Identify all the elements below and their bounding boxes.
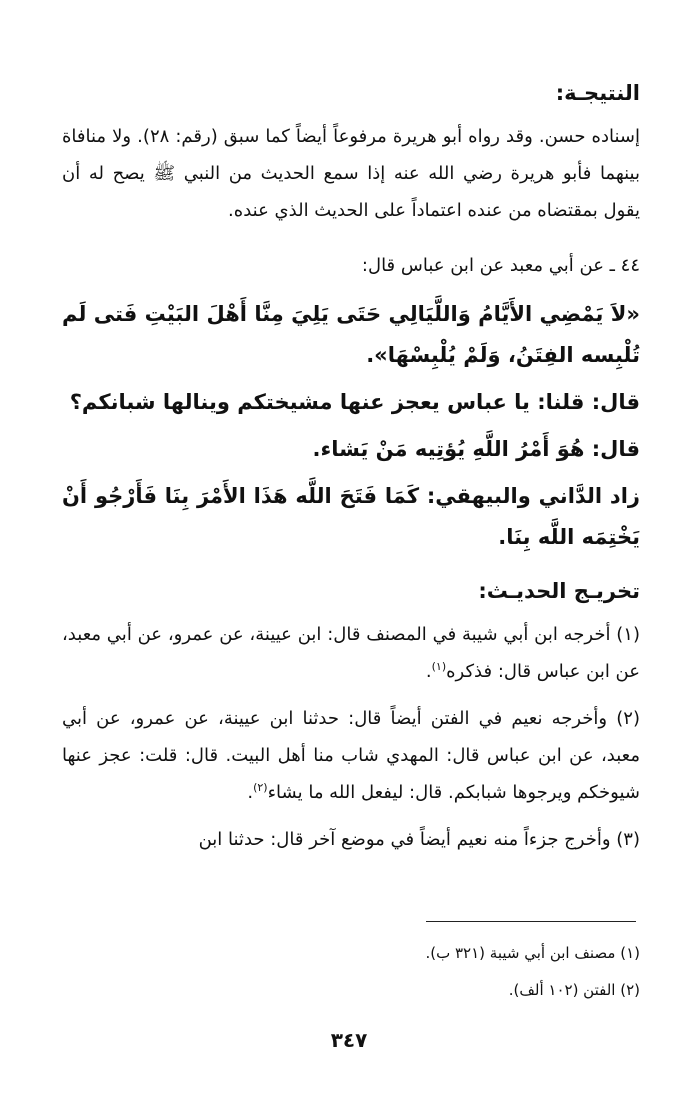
hadith-44-answer: قال: هُوَ أَمْرُ اللَّهِ يُؤتِيه مَنْ يَشاء.	[312, 437, 640, 461]
takhrij-p1-text: (١) أخرجه ابن أبي شيبة في المصنف قال: ابن عيينة، عن عمرو، عن أبي معبد، عن ابن عباس قال: فذكره	[62, 624, 640, 682]
takhrij-paragraph-1: (١) أخرجه ابن أبي شيبة في المصنف قال: ابن عيينة، عن عمرو، عن أبي معبد، عن ابن عباس قال: فذكره$^{(١)}$.	[62, 624, 640, 682]
footnotes	[62, 935, 640, 1009]
result-text: إسناده حسن. وقد رواه أبو هريرة مرفوعاً أيضاً كما سبق (رقم: ٢٨). ولا منافاة بينهما فأبو هريرة رضي الله عنه إذا سمع الحديث من النبي ﷺ يصح له أن يقول بمقتضاه من عنده اعتماداً على الحديث الذي عنده.	[62, 126, 640, 221]
takhrij-paragraph-2: (٢) وأخرجه نعيم في الفتن أيضاً قال: حدثنا ابن عيينة، عن عمرو، عن أبي معبد، عن ابن عباس قال: المهدي شاب منا أهل البيت. قال: قلت: عجز عنها شيوخكم ويرجوها شبابكم. قال: ليفعل الله ما يشاء$^{(٢)}$.	[62, 708, 640, 803]
footnote-ref-1: (١)	[431, 660, 447, 673]
hadith-44-question: قال: قلنا: يا عباس يعجز عنها مشيختكم وينالها شبانكم؟	[69, 390, 640, 414]
takhrij-p2-text: (٢) وأخرجه نعيم في الفتن أيضاً قال: حدثنا ابن عيينة، عن عمرو، عن أبي معبد، عن ابن عباس قال: المهدي شاب منا أهل البيت. قال: قلت: عجز عنها شيوخكم ويرجوها شبابكم. قال: ليفعل الله ما يشاء	[62, 708, 640, 803]
hadith-44-intro: ٤٤ ـ عن أبي معبد عن ابن عباس قال:	[361, 255, 640, 276]
hadith-44-addition: زاد الدَّاني والبيهقي: كَمَا فَتَحَ اللَّه هَذَا الأَمْرَ بِنَا فَأَرْجُو أَنْ يَخْتِمَه اللَّه بِنَا.	[62, 484, 640, 549]
page-number: ٣٤٧	[330, 1028, 368, 1052]
page-body	[62, 78, 640, 868]
footnote-2: (٢) الفتن (١٠٢ ألف).	[508, 981, 640, 999]
footnote-1: (١) مصنف ابن أبي شيبة (٣٢١ ب).	[425, 944, 640, 962]
hadith-44-text: «لاَ يَمْضِي الأَيَّامُ وَاللَّيَالِي حَتَى يَلِيَ مِنَّا أَهْلَ البَيْتِ فَتى لَم تُلْبِسه الفِتَنُ، وَلَمْ يُلْبِسْهَا».	[62, 302, 640, 367]
footnote-ref-2: (٢)	[253, 781, 268, 794]
result-heading: النتيجـة:	[555, 81, 640, 105]
takhrij-paragraph-3: (٣) وأخرج جزءاً منه نعيم أيضاً في موضع آخر قال: حدثنا ابن	[198, 829, 640, 850]
footnote-divider	[426, 921, 636, 922]
takhrij-heading: تخريـج الحديـث:	[478, 579, 640, 603]
